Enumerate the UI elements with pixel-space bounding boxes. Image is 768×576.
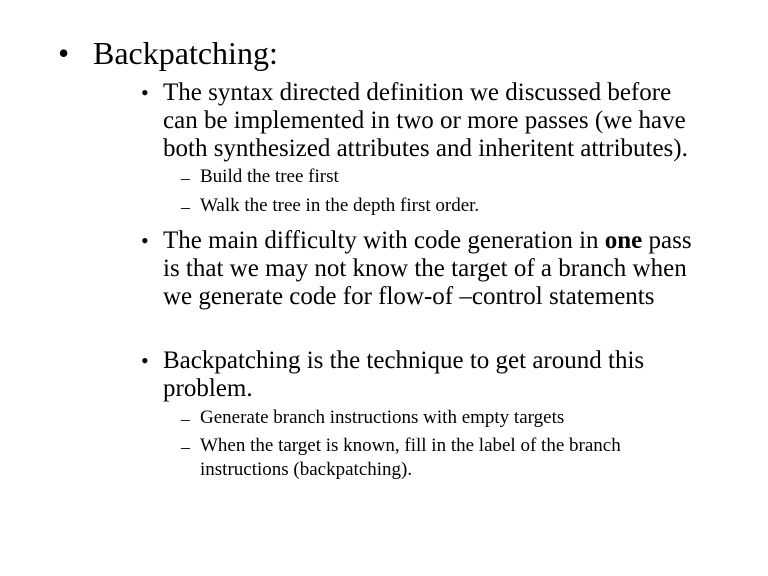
point-3-sub-2-dash: – — [181, 437, 190, 457]
point-3-sub-2-text-1: When the target is known, fill in the label of the branch — [200, 435, 621, 456]
point-1-sub-2-dash: – — [181, 197, 190, 217]
point-3-sub-2-text-2: instructions (backpatching). — [200, 459, 413, 480]
point-2-line-1-before: The main difficulty with code generation in — [163, 227, 605, 254]
point-1-line-1: The syntax directed definition we discussed before — [163, 79, 672, 106]
slide-title: Backpatching: — [93, 35, 278, 71]
point-1-sub-1-dash: – — [181, 168, 190, 188]
point-1-sub-2-text: Walk the tree in the depth first order. — [200, 195, 480, 216]
point-3-sub-1-text: Generate branch instructions with empty targets — [200, 407, 565, 428]
point-2-line-2: is that we may not know the target of a branch when — [163, 255, 687, 282]
point-3-bullet: • — [141, 348, 149, 373]
point-1-line-2: can be implemented in two or more passes (we have — [163, 107, 686, 134]
point-1-sub-1-text: Build the tree first — [200, 166, 339, 187]
point-2-line-3: we generate code for flow-of –control statements — [163, 283, 655, 310]
title-bullet: • — [58, 35, 70, 71]
point-1-line-3: both synthesized attributes and inheritent attributes). — [163, 135, 688, 162]
point-3-sub-1-dash: – — [181, 409, 190, 429]
point-2-bullet: • — [141, 228, 149, 253]
point-3-line-1: Backpatching is the technique to get around this — [163, 347, 645, 374]
point-2-line-1-after: pass — [642, 227, 692, 254]
point-3-line-2: problem. — [163, 375, 253, 402]
point-2-line-1 — [163, 227, 692, 255]
point-2-emphasis: one — [604, 227, 643, 254]
point-1-bullet: • — [141, 80, 149, 105]
